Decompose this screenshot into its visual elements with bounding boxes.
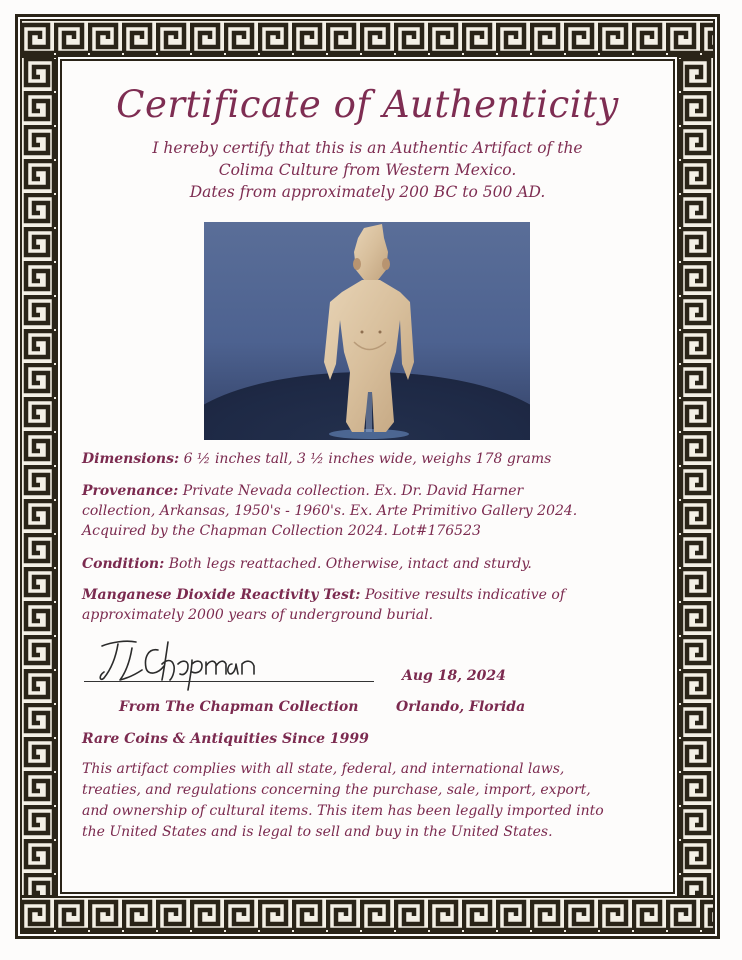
intro-line-2: Colima Culture from Western Mexico. bbox=[218, 161, 517, 179]
signature-date: Aug 18, 2024 bbox=[402, 668, 506, 684]
provenance-label: Provenance: bbox=[82, 483, 179, 499]
condition-value: Both legs reattached. Otherwise, intact and sturdy. bbox=[168, 556, 532, 572]
artifact-photo bbox=[204, 222, 530, 440]
dimensions-section bbox=[82, 449, 652, 469]
greek-key-border-top bbox=[20, 19, 715, 57]
dimensions-value: 6 ½ inches tall, 3 ½ inches wide, weighs 178 grams bbox=[183, 451, 552, 467]
greek-key-border-left bbox=[20, 57, 58, 896]
legal-line-3: and ownership of cultural items. This item has been legally imported into bbox=[82, 803, 604, 819]
test-line-1: Positive results indicative of bbox=[364, 587, 566, 603]
certificate-intro bbox=[62, 137, 673, 203]
provenance-line-1: Private Nevada collection. Ex. Dr. David Harner bbox=[182, 483, 524, 499]
legal-line-1: This artifact complies with all state, federal, and international laws, bbox=[82, 761, 565, 777]
company-tagline: Rare Coins & Antiquities Since 1999 bbox=[82, 731, 369, 747]
test-section bbox=[82, 585, 652, 625]
provenance-line-2: collection, Arkansas, 1950's - 1960's. Ex. Arte Primitivo Gallery 2024. bbox=[82, 503, 578, 519]
signature bbox=[92, 634, 392, 694]
greek-key-border-right bbox=[677, 57, 715, 896]
signature-city: Orlando, Florida bbox=[396, 699, 526, 715]
test-label: Manganese Dioxide Reactivity Test: bbox=[82, 587, 361, 603]
greek-key-border-bottom bbox=[20, 896, 715, 934]
provenance-line-3: Acquired by the Chapman Collection 2024. Lot#176523 bbox=[82, 523, 481, 539]
dimensions-label: Dimensions: bbox=[82, 451, 180, 467]
handwritten-signature-icon bbox=[92, 634, 292, 694]
certificate-content bbox=[62, 61, 673, 892]
condition-section bbox=[82, 554, 652, 574]
intro-line-3: Dates from approximately 200 BC to 500 AD. bbox=[189, 183, 546, 201]
legal-statement bbox=[82, 759, 662, 843]
colima-figure-icon bbox=[204, 222, 530, 440]
condition-label: Condition: bbox=[82, 556, 165, 572]
intro-line-1: I hereby certify that this is an Authentic Artifact of the bbox=[152, 139, 583, 157]
signature-from: From The Chapman Collection bbox=[119, 699, 359, 715]
legal-line-2: treaties, and regulations concerning the purchase, sale, import, export, bbox=[82, 782, 591, 798]
signature-line bbox=[84, 681, 374, 682]
legal-line-4: the United States and is legal to sell and buy in the United States. bbox=[82, 824, 553, 840]
certificate-title: Certificate of Authenticity bbox=[116, 83, 619, 126]
test-line-2: approximately 2000 years of underground burial. bbox=[82, 607, 434, 623]
provenance-section bbox=[82, 481, 652, 541]
